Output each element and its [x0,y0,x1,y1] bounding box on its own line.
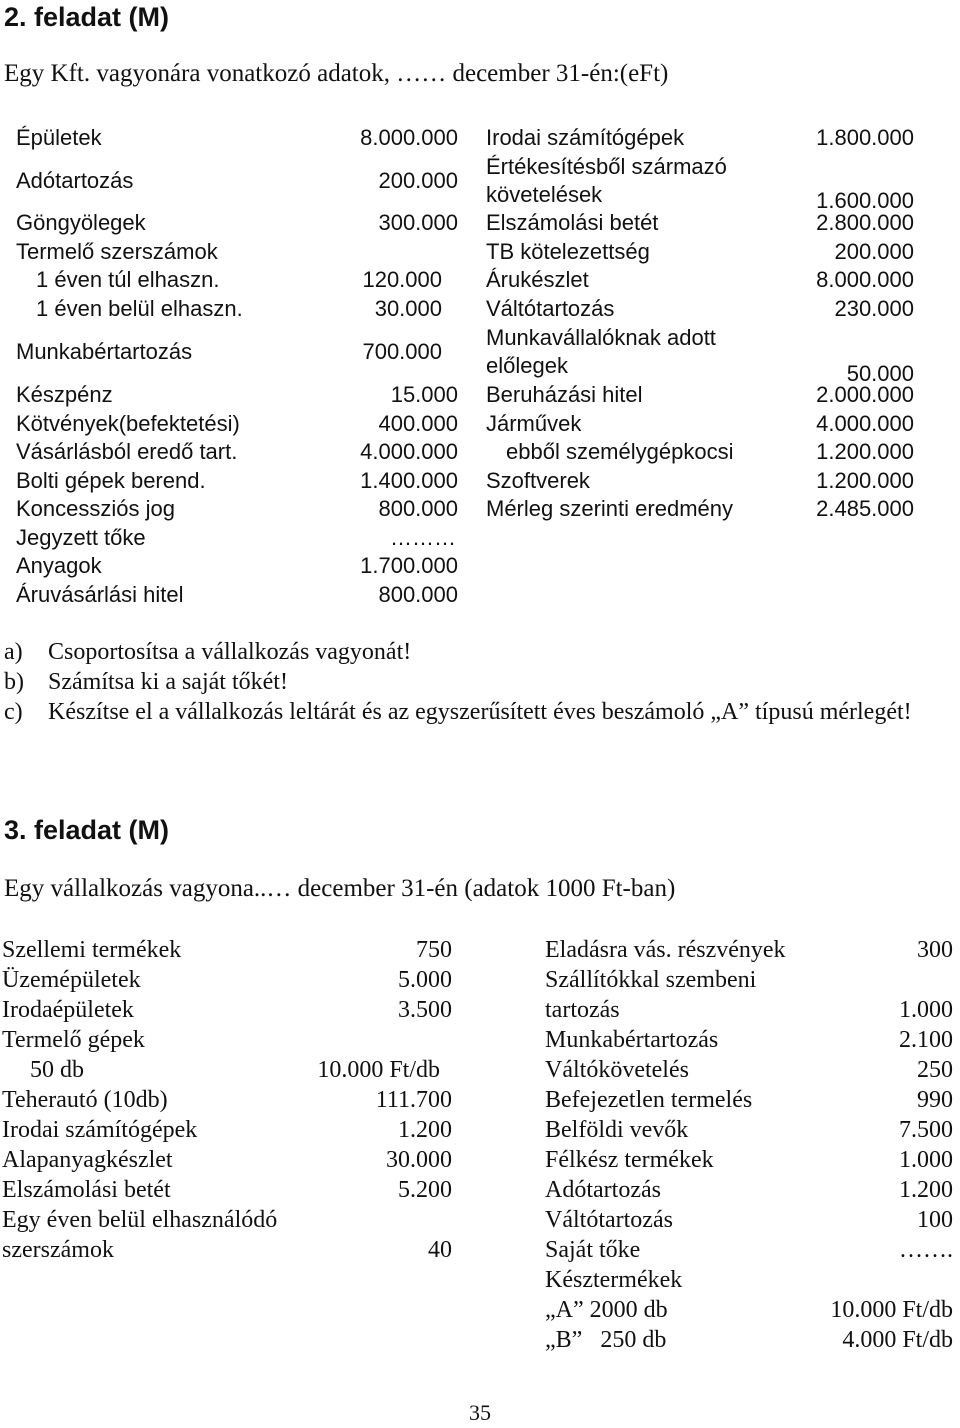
list-item: Épületek 8.000.000 [16,125,458,150]
exercise-2-intro: Egy Kft. vagyonára vonatkozó adatok, …… december 31-én:(eFt) [4,60,669,87]
list-item: Szoftverek 1.200.000 [486,468,914,493]
list-item: „A” 2000 db 10.000 Ft/db [545,1297,953,1323]
list-item: Termelő gépek [2,1027,145,1053]
list-item: Termelő szerszámok [16,239,218,264]
list-item: 1 éven túl elhaszn. 120.000 [36,267,442,292]
list-item: ebből személygépkocsi 1.200.000 [506,439,914,464]
list-item: Elszámolási betét 2.800.000 [486,210,914,235]
task-a: a) Csoportosítsa a vállalkozás vagyonát! [4,639,412,665]
list-item: Áruvásárlási hitel 800.000 [16,582,458,607]
list-item: Félkész termékek 1.000 [545,1147,953,1173]
exercise-3-heading: 3. feladat (M) [4,815,170,845]
list-item: Váltókövetelés 250 [545,1057,953,1083]
list-item: Munkabértartozás 2.100 [545,1027,953,1053]
list-item: Késztermékek [545,1267,683,1293]
list-item: Anyagok 1.700.000 [16,553,458,578]
list-item: Szellemi termékek 750 [2,937,452,963]
task-c: c) Készítse el a vállalkozás leltárát és az egyszerűsített éves beszámoló „A” típusú mérlegét! [4,699,912,725]
list-item: követelések 1.600.000 [486,182,914,213]
list-item: Koncessziós jog 800.000 [16,496,458,521]
list-item: 50 db 10.000 Ft/db [30,1057,440,1083]
list-item: Mérleg szerinti eredmény 2.485.000 [486,496,914,521]
list-item: Készpénz 15.000 [16,382,458,407]
list-item: Szállítókkal szembeni [545,967,757,993]
list-item: Irodai számítógépek 1.800.000 [486,125,914,150]
list-item: Irodai számítógépek 1.200 [2,1117,452,1143]
list-item: „B” 250 db 4.000 Ft/db [545,1327,953,1353]
list-item: Adótartozás 200.000 [16,168,458,193]
list-item: Kötvények(befektetési) 400.000 [16,411,458,436]
list-item: Elszámolási betét 5.200 [2,1177,452,1203]
exercise-2-heading: 2. feladat (M) [4,2,170,32]
list-item: Saját tőke ……. [545,1237,953,1263]
list-item: Munkabértartozás 700.000 [16,339,442,364]
list-item: Beruházási hitel 2.000.000 [486,382,914,407]
list-item: Váltótartozás 100 [545,1207,953,1233]
list-item: Belföldi vevők 7.500 [545,1117,953,1143]
list-item: Teherautó (10db) 111.700 [2,1087,452,1113]
list-item: Vásárlásból eredő tart. 4.000.000 [16,439,458,464]
list-item: Árukészlet 8.000.000 [486,267,914,292]
list-item: Alapanyagkészlet 30.000 [2,1147,452,1173]
list-item: Eladásra vás. részvények 300 [545,937,953,963]
list-item: Jegyzett tőke ……… [16,525,456,550]
list-item: Egy éven belül elhasználódó [2,1207,278,1233]
list-item: Értékesítésből származó [486,154,727,179]
list-item: tartozás 1.000 [545,997,953,1023]
list-item: Járművek 4.000.000 [486,411,914,436]
task-b: b) Számítsa ki a saját tőkét! [4,669,288,695]
list-item: TB kötelezettség 200.000 [486,239,914,264]
list-item: szerszámok 40 [2,1237,452,1263]
page-number: 35 [469,1400,491,1425]
list-item: Üzemépületek 5.000 [2,967,452,993]
list-item: Göngyölegek 300.000 [16,210,458,235]
list-item: Bolti gépek berend. 1.400.000 [16,468,458,493]
exercise-3-intro: Egy vállalkozás vagyona..… december 31-én (adatok 1000 Ft-ban) [4,875,676,902]
list-item: Irodaépületek 3.500 [2,997,452,1023]
list-item: Adótartozás 1.200 [545,1177,953,1203]
list-item: Befejezetlen termelés 990 [545,1087,953,1113]
task-list [4,637,944,727]
list-item: Munkavállalóknak adott [486,325,716,350]
list-item: 1 éven belül elhaszn. 30.000 [36,296,442,321]
list-item: Váltótartozás 230.000 [486,296,914,321]
list-item: előlegek 50.000 [486,353,914,386]
